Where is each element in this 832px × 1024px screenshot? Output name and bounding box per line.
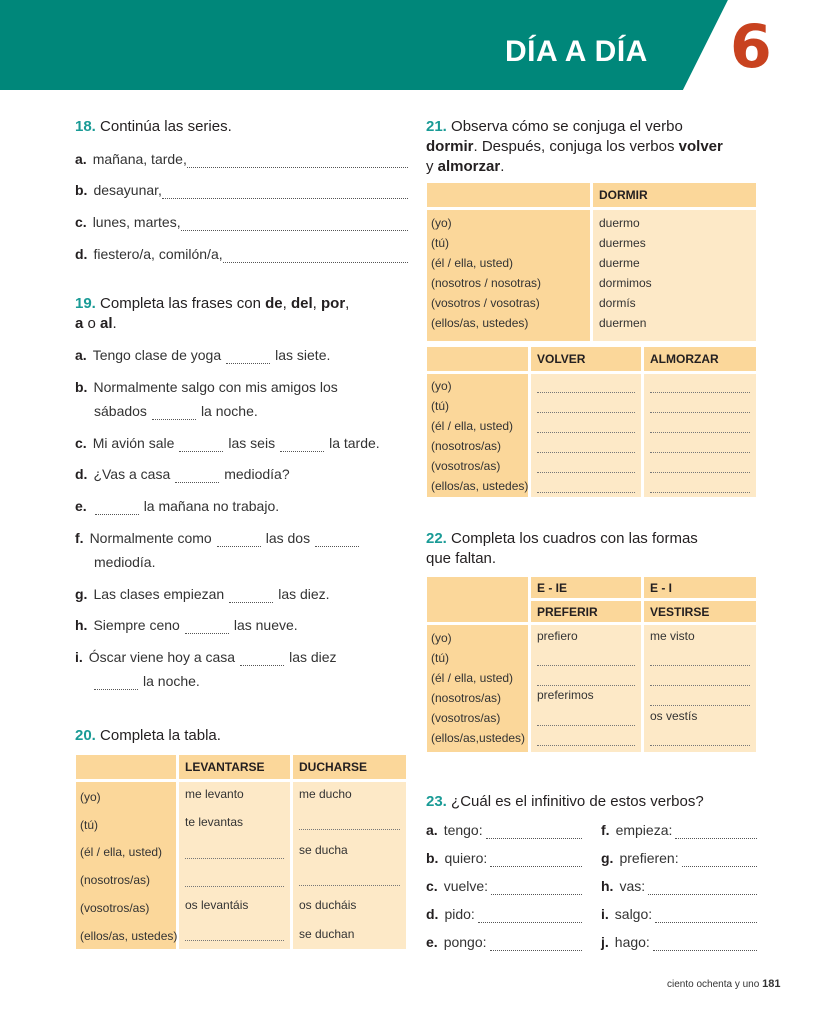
pronoun: (yo) bbox=[431, 379, 452, 393]
item-text: las dos bbox=[265, 530, 311, 546]
ex18-instruction: Continúa las series. bbox=[100, 118, 232, 135]
item-text: pido: bbox=[444, 906, 475, 922]
answer-blank[interactable] bbox=[162, 187, 408, 199]
item-text: prefieren: bbox=[619, 850, 679, 866]
item-label: e. bbox=[426, 934, 438, 950]
verb-form: me ducho bbox=[299, 787, 352, 801]
verb-form: me levanto bbox=[185, 787, 244, 801]
answer-blank[interactable] bbox=[537, 685, 635, 686]
keyword: por bbox=[321, 295, 346, 312]
verb-form: prefiero bbox=[537, 629, 578, 643]
pronoun: (él / ella, usted) bbox=[431, 419, 514, 433]
item-text: vuelve: bbox=[443, 878, 489, 894]
keyword: dormir bbox=[426, 138, 474, 155]
ex23-item-d bbox=[426, 905, 582, 923]
answer-blank[interactable] bbox=[653, 939, 757, 951]
keyword: del bbox=[290, 295, 313, 312]
ex23-item-b bbox=[426, 849, 582, 867]
item-text: tengo: bbox=[443, 822, 483, 838]
item-text: la tarde. bbox=[329, 435, 380, 451]
ex18-item-d bbox=[75, 245, 408, 263]
table-corner bbox=[76, 755, 176, 779]
answer-blank[interactable] bbox=[650, 452, 750, 453]
item-text: las siete. bbox=[275, 347, 331, 363]
pronoun-column bbox=[76, 782, 176, 949]
item-text: desayunar, bbox=[93, 182, 162, 198]
item-label: f. bbox=[601, 822, 610, 838]
volver-column bbox=[531, 374, 641, 497]
item-label: f. bbox=[75, 530, 84, 546]
levantarse-column bbox=[179, 782, 290, 949]
verb-form: os levantáis bbox=[185, 898, 249, 912]
ex18-item-a bbox=[75, 150, 408, 168]
pronoun: (ellos/as, ustedes) bbox=[431, 316, 529, 330]
answer-blank[interactable] bbox=[152, 408, 196, 420]
pronoun: (yo) bbox=[431, 631, 452, 645]
answer-blank[interactable] bbox=[280, 440, 324, 452]
answer-blank[interactable] bbox=[179, 440, 223, 452]
item-text: lunes, martes, bbox=[92, 214, 181, 230]
item-text: salgo: bbox=[614, 906, 653, 922]
pronoun: (vosotros / vosotras) bbox=[431, 296, 540, 310]
answer-blank[interactable] bbox=[490, 939, 582, 951]
vestirse-column bbox=[644, 625, 756, 752]
item-text: la noche. bbox=[143, 673, 200, 689]
ex18-item-b bbox=[75, 181, 408, 199]
item-text: las nueve. bbox=[233, 617, 298, 633]
item-text: mediodía? bbox=[224, 466, 290, 482]
answer-blank[interactable] bbox=[650, 412, 750, 413]
item-label: d. bbox=[75, 466, 88, 482]
pronoun: (tú) bbox=[431, 651, 449, 665]
pronoun: (nosotros / nosotras) bbox=[431, 276, 542, 290]
item-text: las diez. bbox=[278, 586, 330, 602]
table-header: DUCHARSE bbox=[293, 755, 406, 779]
ex19-item-e bbox=[75, 497, 279, 515]
answer-blank[interactable] bbox=[537, 725, 635, 726]
punct: . bbox=[500, 158, 505, 175]
ex22-instruction: que faltan. bbox=[426, 550, 497, 567]
pronoun: (él / ella, usted) bbox=[80, 845, 163, 859]
ex23-number: 23. bbox=[426, 793, 447, 810]
table-header: VOLVER bbox=[531, 347, 641, 371]
group-header: E - I bbox=[644, 577, 756, 598]
item-text: ¿Vas a casa bbox=[93, 466, 171, 482]
punct: . bbox=[112, 315, 117, 332]
answer-blank[interactable] bbox=[650, 432, 750, 433]
item-label: d. bbox=[75, 246, 88, 262]
item-text: Tengo clase de yoga bbox=[92, 347, 222, 363]
ex22-table bbox=[427, 577, 756, 752]
pronoun: (nosotros/as) bbox=[80, 873, 151, 887]
pronoun-column bbox=[427, 374, 528, 497]
ex20-number: 20. bbox=[75, 727, 96, 744]
answer-blank[interactable] bbox=[537, 412, 635, 413]
ex20-instruction: Completa la tabla. bbox=[100, 727, 221, 744]
item-label: h. bbox=[75, 617, 88, 633]
answer-blank[interactable] bbox=[650, 705, 750, 706]
answer-blank[interactable] bbox=[650, 472, 750, 473]
ex22-number: 22. bbox=[426, 530, 447, 547]
unit-number: 6 bbox=[730, 12, 772, 82]
table-corner bbox=[427, 577, 528, 622]
answer-blank[interactable] bbox=[226, 352, 270, 364]
verb-form: preferimos bbox=[537, 688, 594, 702]
pronoun: (ellos/as,ustedes) bbox=[431, 731, 526, 745]
item-text: las seis bbox=[228, 435, 276, 451]
answer-blank[interactable] bbox=[315, 535, 359, 547]
volver-almorzar-table bbox=[427, 347, 756, 497]
pronoun-column bbox=[427, 210, 590, 341]
answer-blank[interactable] bbox=[486, 827, 582, 839]
answer-blank[interactable] bbox=[185, 858, 284, 859]
answer-blank[interactable] bbox=[223, 251, 408, 263]
item-text: Siempre ceno bbox=[93, 617, 180, 633]
verb-form: duerme bbox=[599, 256, 640, 270]
conj: o bbox=[83, 315, 101, 332]
ex18-title bbox=[75, 117, 232, 137]
item-text: fiestero/a, comilón/a, bbox=[93, 246, 223, 262]
ex22-title bbox=[426, 529, 766, 569]
item-label: b. bbox=[426, 850, 439, 866]
ex21-instruction: Observa cómo se conjuga el verbo bbox=[451, 118, 683, 135]
ex20-title bbox=[75, 726, 221, 746]
answer-blank[interactable] bbox=[185, 886, 284, 887]
item-label: c. bbox=[75, 435, 87, 451]
pronoun: (yo) bbox=[80, 790, 101, 804]
preferir-column bbox=[531, 625, 641, 752]
keyword: almorzar bbox=[437, 158, 501, 175]
pronoun: (tú) bbox=[80, 818, 98, 832]
item-label: c. bbox=[75, 214, 87, 230]
answer-blank[interactable] bbox=[675, 827, 757, 839]
answer-blank[interactable] bbox=[299, 885, 400, 886]
verb-form: duermen bbox=[599, 316, 647, 330]
ex19-number: 19. bbox=[75, 295, 96, 312]
answer-blank[interactable] bbox=[655, 911, 757, 923]
page-number-text: ciento ochenta y uno bbox=[667, 979, 760, 990]
answer-blank[interactable] bbox=[537, 472, 635, 473]
pronoun: (vosotros/as) bbox=[431, 711, 501, 725]
item-label: b. bbox=[75, 182, 88, 198]
ex19-item-c bbox=[75, 434, 380, 452]
table-header: LEVANTARSE bbox=[179, 755, 290, 779]
item-label: g. bbox=[75, 586, 88, 602]
item-text: quiero: bbox=[444, 850, 488, 866]
verb-form: dormimos bbox=[599, 276, 652, 290]
table-header: PREFERIR bbox=[531, 601, 641, 622]
punct: , bbox=[282, 295, 291, 312]
ex19-item-h bbox=[75, 616, 298, 634]
ex23-item-a bbox=[426, 821, 582, 839]
item-text: mediodía. bbox=[94, 554, 156, 570]
item-text: Las clases empiezan bbox=[93, 586, 225, 602]
punct: , bbox=[312, 295, 321, 312]
dormir-column bbox=[593, 210, 756, 341]
verb-form: os ducháis bbox=[299, 898, 357, 912]
answer-blank[interactable] bbox=[650, 492, 750, 493]
item-text: mañana, tarde, bbox=[92, 151, 187, 167]
pronoun: (nosotros/as) bbox=[431, 439, 502, 453]
answer-blank[interactable] bbox=[537, 492, 635, 493]
pronoun: (yo) bbox=[431, 216, 452, 230]
ex19-item-f-line2 bbox=[94, 553, 155, 571]
item-label: h. bbox=[601, 878, 614, 894]
pronoun: (nosotros/as) bbox=[431, 691, 502, 705]
verb-form: dormís bbox=[599, 296, 636, 310]
header-band bbox=[0, 0, 832, 90]
answer-blank[interactable] bbox=[537, 432, 635, 433]
item-label: i. bbox=[601, 906, 609, 922]
item-label: a. bbox=[75, 347, 87, 363]
pronoun: (ellos/as, ustedes) bbox=[431, 479, 529, 493]
item-label: a. bbox=[426, 822, 438, 838]
item-text: sábados bbox=[94, 403, 147, 419]
answer-blank[interactable] bbox=[650, 745, 750, 746]
answer-blank[interactable] bbox=[175, 471, 219, 483]
answer-blank[interactable] bbox=[217, 535, 261, 547]
answer-blank[interactable] bbox=[240, 654, 284, 666]
item-label: e. bbox=[75, 498, 87, 514]
ex19-item-b-line2 bbox=[94, 402, 258, 420]
item-text: la mañana no trabajo. bbox=[143, 498, 280, 514]
table-corner bbox=[427, 347, 528, 371]
page-number: 181 bbox=[762, 978, 781, 990]
ex21-number: 21. bbox=[426, 118, 447, 135]
table-header: VESTIRSE bbox=[644, 601, 756, 622]
answer-blank[interactable] bbox=[478, 911, 582, 923]
verb-form: os vestís bbox=[650, 709, 698, 723]
ex19-item-i bbox=[75, 648, 337, 666]
answer-blank[interactable] bbox=[537, 392, 635, 393]
pronoun: (tú) bbox=[431, 236, 449, 250]
ex19-item-b bbox=[75, 378, 338, 396]
answer-blank[interactable] bbox=[682, 855, 757, 867]
verb-form: duermo bbox=[599, 216, 640, 230]
item-label: b. bbox=[75, 379, 88, 395]
item-text: Normalmente como bbox=[89, 530, 212, 546]
answer-blank[interactable] bbox=[537, 452, 635, 453]
ex19-item-g bbox=[75, 585, 330, 603]
keyword: de bbox=[265, 295, 283, 312]
item-text: Mi avión sale bbox=[92, 435, 175, 451]
verb-form: duermes bbox=[599, 236, 646, 250]
verb-form: me visto bbox=[650, 629, 695, 643]
item-text: hago: bbox=[614, 934, 650, 950]
ducharse-column bbox=[293, 782, 406, 949]
ex18-number: 18. bbox=[75, 118, 96, 135]
answer-blank[interactable] bbox=[648, 883, 757, 895]
ex23-instruction: ¿Cuál es el infinitivo de estos verbos? bbox=[451, 793, 704, 810]
answer-blank[interactable] bbox=[650, 685, 750, 686]
ex19-item-f bbox=[75, 529, 364, 547]
ex23-item-e bbox=[426, 933, 582, 951]
ex23-item-f bbox=[601, 821, 757, 839]
item-label: g. bbox=[601, 850, 614, 866]
keyword: al bbox=[100, 315, 113, 332]
ex20-table bbox=[76, 755, 406, 949]
answer-blank[interactable] bbox=[537, 745, 635, 746]
keyword: volver bbox=[678, 138, 723, 155]
ex23-item-g bbox=[601, 849, 757, 867]
ex19-item-d bbox=[75, 465, 290, 483]
item-label: i. bbox=[75, 649, 83, 665]
answer-blank[interactable] bbox=[185, 940, 284, 941]
ex23-title bbox=[426, 792, 704, 812]
answer-blank[interactable] bbox=[94, 678, 138, 690]
ex21-instruction: . Después, conjuga los verbos bbox=[473, 138, 679, 155]
answer-blank[interactable] bbox=[491, 883, 582, 895]
answer-blank[interactable] bbox=[229, 591, 273, 603]
ex23-item-c bbox=[426, 877, 582, 895]
ex23-item-h bbox=[601, 877, 757, 895]
answer-blank[interactable] bbox=[181, 219, 408, 231]
item-label: d. bbox=[426, 906, 439, 922]
answer-blank[interactable] bbox=[650, 665, 750, 666]
item-label: j. bbox=[601, 934, 609, 950]
dormir-table bbox=[427, 183, 756, 341]
ex19-item-a bbox=[75, 346, 330, 364]
item-text: la noche. bbox=[200, 403, 258, 419]
verb-form: se ducha bbox=[299, 843, 348, 857]
page-footer bbox=[667, 978, 780, 990]
punct: , bbox=[345, 295, 350, 312]
answer-blank[interactable] bbox=[299, 829, 400, 830]
item-text: las diez bbox=[289, 649, 337, 665]
unit-title: DÍA A DÍA bbox=[505, 35, 648, 68]
answer-blank[interactable] bbox=[187, 156, 408, 168]
table-corner bbox=[427, 183, 590, 207]
pronoun: (tú) bbox=[431, 399, 449, 413]
group-header: E - IE bbox=[531, 577, 641, 598]
keyword: a bbox=[75, 315, 84, 332]
pronoun: (ellos/as, ustedes) bbox=[80, 929, 178, 943]
pronoun: (él / ella, usted) bbox=[431, 256, 514, 270]
ex19-instruction: Completa las frases con bbox=[100, 295, 266, 312]
item-label: a. bbox=[75, 151, 87, 167]
item-text: vas: bbox=[619, 878, 646, 894]
ex22-instruction: Completa los cuadros con las formas bbox=[451, 530, 698, 547]
answer-blank[interactable] bbox=[650, 392, 750, 393]
item-label: c. bbox=[426, 878, 438, 894]
answer-blank[interactable] bbox=[490, 855, 582, 867]
table-header: DORMIR bbox=[593, 183, 756, 207]
item-text: empieza: bbox=[615, 822, 673, 838]
ex19-item-i-line2 bbox=[94, 672, 200, 690]
pronoun: (vosotros/as) bbox=[80, 901, 150, 915]
ex21-title bbox=[426, 117, 766, 177]
verb-form: te levantas bbox=[185, 815, 244, 829]
pronoun-column bbox=[427, 625, 528, 752]
pronoun: (él / ella, usted) bbox=[431, 671, 514, 685]
answer-blank[interactable] bbox=[185, 622, 229, 634]
ex19-title bbox=[75, 294, 405, 334]
conj: y bbox=[426, 158, 438, 175]
ex23-item-j bbox=[601, 933, 757, 951]
ex18-item-c bbox=[75, 213, 408, 231]
almorzar-column bbox=[644, 374, 756, 497]
item-text: Normalmente salgo con mis amigos los bbox=[93, 379, 338, 395]
answer-blank[interactable] bbox=[537, 665, 635, 666]
header-band-shape bbox=[0, 0, 832, 90]
pronoun: (vosotros/as) bbox=[431, 459, 501, 473]
item-text: Óscar viene hoy a casa bbox=[88, 649, 236, 665]
item-text: pongo: bbox=[443, 934, 487, 950]
verb-form: se duchan bbox=[299, 927, 355, 941]
table-header: ALMORZAR bbox=[644, 347, 756, 371]
answer-blank[interactable] bbox=[95, 503, 139, 515]
ex23-item-i bbox=[601, 905, 757, 923]
